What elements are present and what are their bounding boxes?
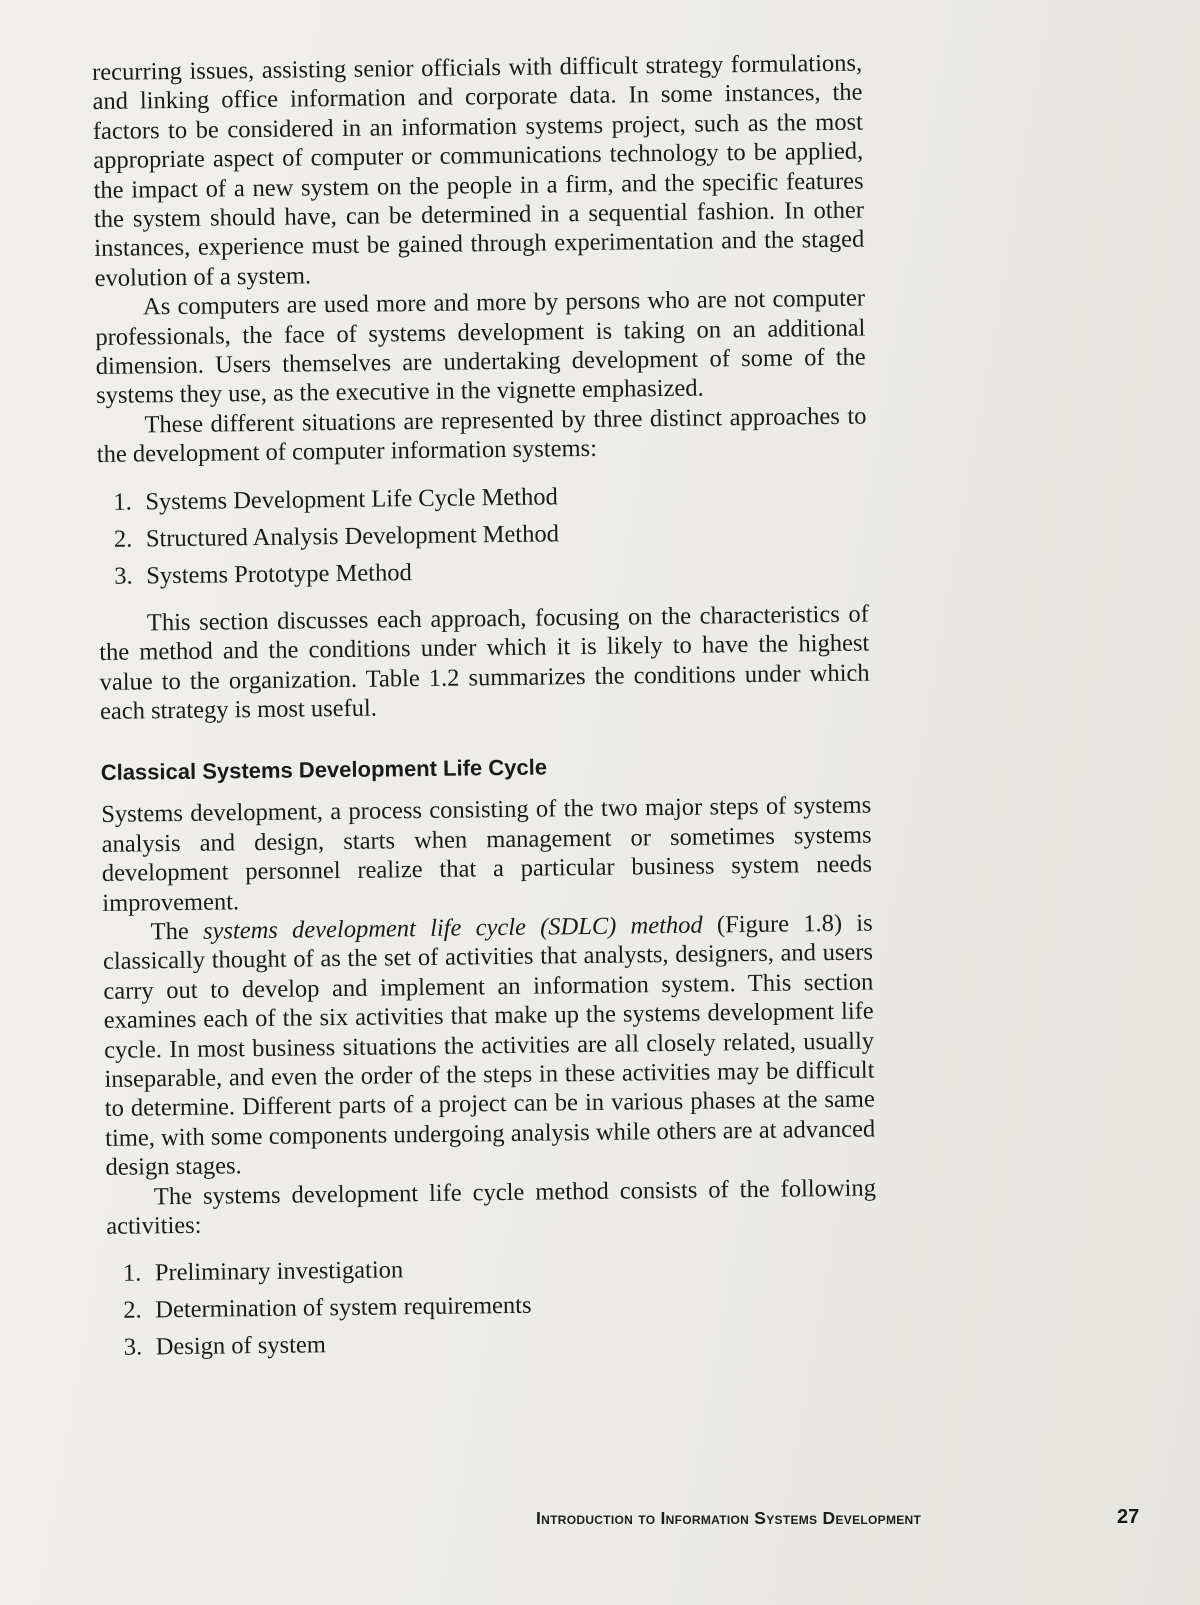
- paragraph-7: The systems development life cycle method consists of the following activities:: [106, 1174, 877, 1240]
- page-number: 27: [1117, 1506, 1140, 1528]
- paragraph-5: Systems development, a process consisting of the two major steps of systems analysis and design, starts when management or sometimes systems development personnel realize that a particular business system needs improvement.: [101, 791, 873, 917]
- list-number: 2.: [123, 1296, 142, 1325]
- paragraph-3: These different situations are represented by three distinct approaches to the development of computer information systems:: [96, 402, 867, 469]
- activities-list: [107, 1246, 878, 1366]
- approaches-list: [97, 474, 868, 594]
- list-text: Systems Development Life Cycle Method: [145, 483, 558, 516]
- paragraph-6: [103, 908, 876, 1182]
- list-text: Systems Prototype Method: [146, 558, 412, 590]
- list-number: 3.: [123, 1333, 143, 1362]
- list-number: 2.: [113, 525, 133, 553]
- paragraph-6-lead: The: [150, 917, 204, 946]
- list-number: 3.: [114, 562, 133, 590]
- text-column: [92, 49, 878, 1381]
- list-number: 1.: [122, 1259, 142, 1288]
- section-heading: Classical Systems Development Life Cycle: [100, 754, 548, 786]
- paragraph-6-body: (Figure 1.8) is classically thought of as the set of activities that analysts, designers, and users carry out to develop and implement an information system. This section examines each of the six activities that make up the systems development life cycle. In most business situations the activities are all closely related, usually inseparable, and even the order of the steps in these activities may be difficult to determine. Different parts of a project can be in various phases at the same time, with some components undergoing analysis while others are at advanced design stages.: [102, 909, 876, 1182]
- running-head: Introduction to Information Systems Development: [536, 1508, 922, 1528]
- list-number: 1.: [113, 488, 132, 516]
- paragraph-1: recurring issues, assisting senior officials with difficult strategy formulations, and linking office information and corporate data. In some instances, the factors to be considered in an information systems project, such as the most appropriate aspect of computer or communications technology to be applied, the impact of a new system on the people in a firm, and the specific features the system should have, can be determined in a sequential fashion. In other instances, experience must be gained through experimentation and the staged evolution of a system.: [92, 49, 865, 292]
- list-text: Design of system: [155, 1331, 327, 1361]
- paragraph-4: This section discusses each approach, focusing on the characteristics of the method and the conditions under which it is likely to have the highest value to the organization. Table 1.2 summarizes the conditions under which each strategy is most useful.: [99, 600, 870, 725]
- list-text: Preliminary investigation: [154, 1256, 404, 1287]
- list-text: Determination of system requirements: [155, 1292, 532, 1324]
- sdlc-term: systems development life cycle (SDLC) method: [202, 911, 703, 945]
- paragraph-2: As computers are used more and more by persons who are not computer professionals, the face of systems development is taking on an additional dimension. Users themselves are undertaking development of some of the systems they use, as the executive in the vignette emphasized.: [95, 284, 866, 410]
- list-text: Structured Analysis Development Method: [145, 520, 560, 553]
